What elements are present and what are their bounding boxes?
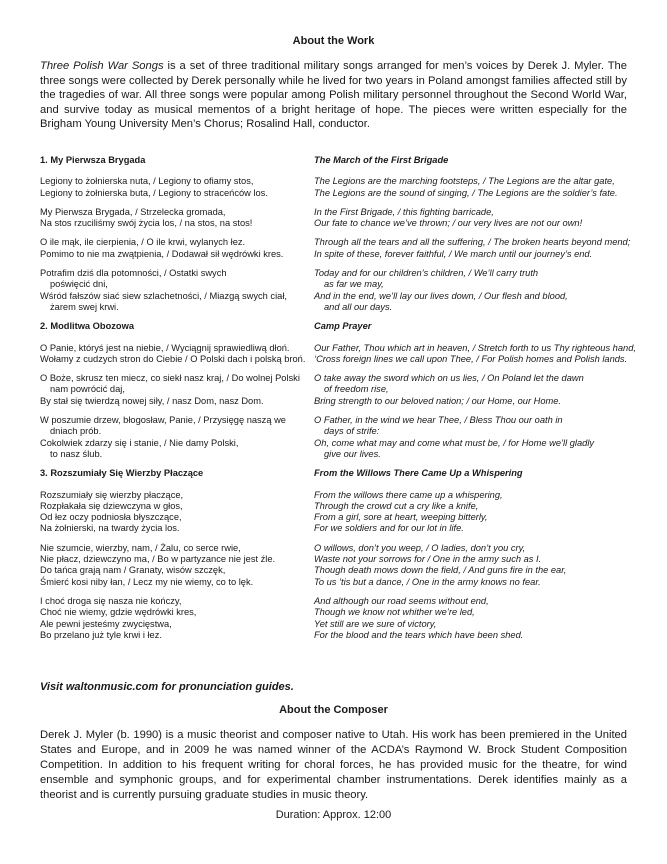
lyric-line: My Pierwsza Brygada, / Strzelecka gromada, — [40, 206, 226, 217]
lyric-line: W poszumie drzew, błogosław, Panie, / Przysięgę naszą we — [40, 415, 286, 426]
english-title: From the Willows There Came Up a Whispering — [314, 468, 523, 479]
english-stanza — [314, 176, 654, 199]
english-stanza — [314, 237, 654, 260]
lyric-line: And in the end, we’ll lay our lives down, / Our flesh and blood, — [314, 290, 568, 301]
about-work-text: is a set of three traditional military songs arranged for men’s voices by Derek J. Myler. The three songs were collected by Derek personally while he lived for two years in Poland amongst families affected still by the tragedies of war. All three songs were popular among Polish military personnel throughout the Second World War, and survive today as musical mementos of a bright heritage of hope. The pieces were written especially for the Brigham Young University Men’s Chorus; Rosalind Hall, conductor. — [40, 60, 627, 131]
song-section — [40, 321, 660, 460]
lyric-line: O Boże, skrusz ten miecz, co siekł nasz kraj, / Do wolnej Polski — [40, 373, 300, 384]
lyric-line: and all our days. — [324, 301, 393, 312]
lyric-line: Our fate to chance we’ve thrown; / our very lives are not our own! — [314, 218, 583, 229]
lyric-line: I choć droga się nasza nie kończy, — [40, 595, 182, 606]
polish-title: 3. Rozszumiały Się Wierzby Płaczące — [40, 468, 204, 479]
lyric-line: O ile mąk, ile cierpienia, / O ile krwi, wylanych łez. — [40, 237, 246, 248]
work-title: Three Polish War Songs — [40, 60, 164, 72]
song-section — [40, 155, 660, 313]
lyric-line: as far we may, — [324, 279, 384, 290]
polish-stanza — [40, 268, 314, 313]
lyric-line: Legiony to żołnierska nuta, / Legiony to ofiamy stos, — [40, 176, 254, 187]
lyric-line: Nie szumcie, wierzby, nam, / Żalu, co serce rwie, — [40, 542, 241, 553]
lyric-line: Na stos rzuciliśmy swój życia los, / na stos, na stos! — [40, 218, 253, 229]
polish-stanza — [40, 237, 314, 260]
lyric-line: Bring strength to our beloved nation; / our Home, our Home. — [314, 395, 562, 406]
pronunciation-note: Visit waltonmusic.com for pronunciation guides. — [40, 681, 294, 693]
lyric-line: For the blood and the tears which have been shed. — [314, 629, 524, 640]
stanza — [40, 176, 660, 199]
english-stanza — [314, 490, 654, 535]
about-work-paragraph — [40, 59, 627, 132]
english-title: The March of the First Brigade — [314, 155, 449, 165]
lyric-line: Bo przelano już tyle krwi i łez. — [40, 629, 162, 640]
lyric-line: Nie płacz, dziewczyno ma, / Bo w partyzance nie jest źle. — [40, 554, 276, 565]
lyric-line: The Legions are the marching footsteps, / The Legions are the altar gate, — [314, 176, 615, 187]
lyric-line: From a girl, sore at heart, weeping bitterly, — [314, 512, 488, 523]
song-heading-row — [40, 468, 660, 479]
english-stanza — [314, 268, 654, 313]
lyric-line: Rozpłakała się dziewczyna w głos, — [40, 500, 183, 511]
polish-stanza — [40, 207, 314, 230]
lyric-line: poświęcić dni, — [50, 279, 108, 290]
stanza — [40, 490, 660, 535]
lyric-line: For we soldiers and for our lot in life. — [314, 523, 464, 534]
polish-stanza — [40, 343, 314, 366]
english-stanza — [314, 207, 654, 230]
stanza — [40, 237, 660, 260]
lyric-line: Though we know not whither we’re led, — [314, 607, 475, 618]
lyric-line: nam powrócić daj, — [50, 384, 125, 395]
lyric-line: żarem swej krwi. — [50, 301, 119, 312]
song-section — [40, 468, 660, 641]
stanza — [40, 596, 660, 641]
lyric-line: Ale pewni jesteśmy zwycięstwa, — [40, 618, 172, 629]
lyric-line: In the First Brigade, / this fighting barricade, — [314, 206, 494, 217]
lyric-line: give our lives. — [324, 448, 381, 459]
lyric-line: Our Father, Thou which art in heaven, / Stretch forth to us Thy righteous hand, — [314, 342, 636, 353]
lyric-line: ‘Cross foreign lines we call upon Thee, / For Polish homes and Polish lands. — [314, 353, 628, 364]
english-stanza — [314, 543, 654, 588]
lyric-line: Choć nie wiemy, gdzie wędrówki kres, — [40, 607, 197, 618]
polish-stanza — [40, 490, 314, 535]
lyric-line: Wołamy z cudzych stron do Ciebie / O Polski dach i polską broń. — [40, 353, 306, 364]
about-composer-paragraph: Derek J. Myler (b. 1990) is a music theorist and composer native to Utah. His work has been premiered in the United States and Europe, and in 2009 he was named winner of the ACDA’s Raymond W. Brock Student Composition Competition. In addition to his frequent writing for choral forces, he has provided music for the theatre, for wind ensemble and symphonic groups, and for experimental chamber instrumentations. Derek identifies mainly as a theorist and is currently pursuing graduate studies in music theory. — [40, 729, 627, 801]
duration: Duration: Approx. 12:00 — [275, 809, 392, 821]
lyric-line: O willows, don’t you weep, / O ladies, don’t you cry, — [314, 542, 526, 553]
lyric-line: dniach prób. — [50, 426, 102, 437]
lyric-line: Oh, come what may and come what must be, / for Home we’ll gladly — [314, 437, 595, 448]
lyric-line: Yet still are we sure of victory, — [314, 618, 437, 629]
polish-stanza — [40, 176, 314, 199]
song-texts — [40, 155, 660, 649]
polish-title: 1. My Pierwsza Brygada — [40, 155, 146, 165]
lyric-line: to nasz ślub. — [50, 448, 103, 459]
song-heading-row — [40, 321, 660, 332]
lyric-line: days of strife: — [324, 426, 380, 437]
lyric-line: Do tańca grają nam / Granaty, wisów szczęk, — [40, 565, 226, 576]
lyric-line: By stał się twierdzą nowej siły, / nasz Dom, nasz Dom. — [40, 395, 264, 406]
stanza — [40, 543, 660, 588]
lyric-line: And although our road seems without end, — [314, 595, 489, 606]
lyric-line: In spite of these, forever faithful, / We march until our journey’s end. — [314, 248, 593, 259]
about-composer-heading: About the Composer — [279, 704, 388, 716]
polish-stanza — [40, 543, 314, 588]
stanza — [40, 373, 660, 407]
lyric-line: Na żołnierski, na twardy życia los. — [40, 523, 180, 534]
lyric-line: To us ’tis but a dance, / One in the army knows no fear. — [314, 576, 541, 587]
stanza — [40, 415, 660, 460]
english-stanza — [314, 343, 654, 366]
lyric-line: Śmierć kosi niby łan, / Lecz my nie wiemy, co to lęk. — [40, 576, 254, 587]
about-work-heading: About the Work — [292, 35, 375, 47]
english-stanza — [314, 596, 654, 641]
lyric-line: Today and for our children’s children, / We’ll carry truth — [314, 268, 539, 279]
lyric-line: Pomimo to nie ma zwątpienia, / Dodawał sił wędrówki kres. — [40, 248, 284, 259]
lyric-line: Though death mows down the field, / And guns fire in the ear, — [314, 565, 567, 576]
stanza — [40, 268, 660, 313]
lyric-line: Rozszumiały się wierzby płaczące, — [40, 489, 184, 500]
lyric-line: Wśród fałszów siać siew szlachetności, / Miazgą swych ciał, — [40, 290, 287, 301]
polish-title: 2. Modlitwa Obozowa — [40, 321, 135, 332]
polish-stanza — [40, 373, 314, 407]
lyric-line: O Father, in the wind we hear Thee, / Bless Thou our oath in — [314, 415, 563, 426]
song-heading-row — [40, 155, 660, 166]
polish-stanza — [40, 596, 314, 641]
english-stanza — [314, 415, 654, 460]
lyric-line: O take away the sword which on us lies, / On Poland let the dawn — [314, 373, 584, 384]
lyric-line: Potrafim dziś dla potomności, / Ostatki swych — [40, 268, 227, 279]
lyric-line: O Panie, któryś jest na niebie, / Wyciągnij sprawiedliwą dłoń. — [40, 342, 290, 353]
lyric-line: of freedom rise, — [324, 384, 389, 395]
lyric-line: Cokolwiek zdarzy się i stanie, / Nie damy Polski, — [40, 437, 239, 448]
english-stanza — [314, 373, 654, 407]
lyric-line: Legiony to żołnierska buta, / Legiony to straceńców los. — [40, 187, 268, 198]
lyric-line: Through all the tears and all the suffering, / The broken hearts beyond mend; — [314, 237, 631, 248]
lyric-line: The Legions are the sound of singing, / The Legions are the soldier’s fate. — [314, 187, 618, 198]
lyric-line: Through the crowd cut a cry like a knife, — [314, 500, 479, 511]
polish-stanza — [40, 415, 314, 460]
english-title: Camp Prayer — [314, 321, 372, 332]
lyric-line: From the willows there came up a whispering, — [314, 489, 503, 500]
lyric-line: Waste not your sorrows for / One in the army such as I. — [314, 554, 542, 565]
stanza — [40, 343, 660, 366]
stanza — [40, 207, 660, 230]
lyric-line: Od łez oczy podniosła błyszczące, — [40, 512, 182, 523]
